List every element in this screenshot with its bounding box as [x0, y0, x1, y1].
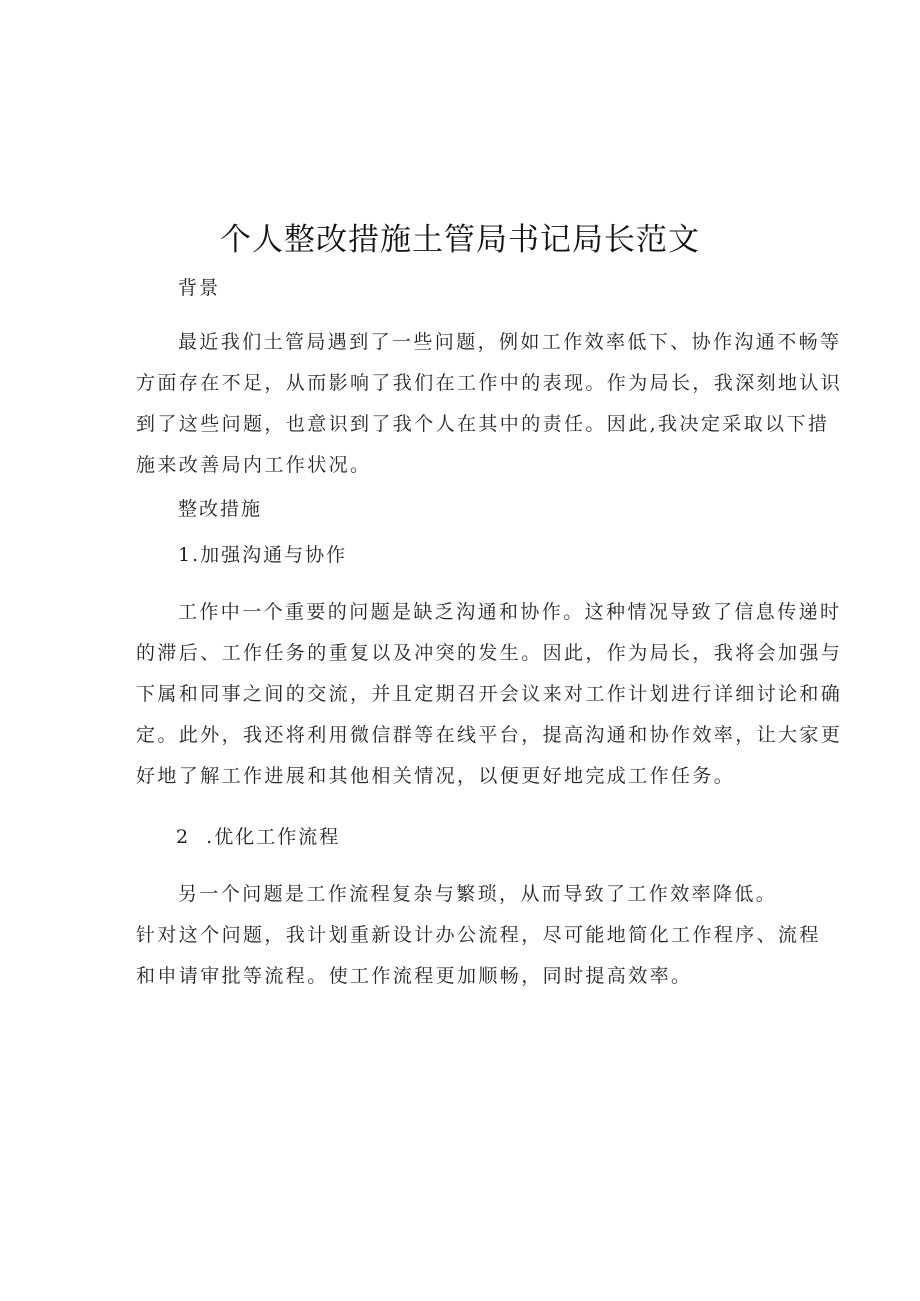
document-title: 个人整改措施土管局书记局长范文	[220, 222, 700, 258]
section1-line: 下属和同事之间的交流，并且定期召开会议来对工作计划进行详细讨论和确	[136, 683, 843, 705]
measures-heading: 整改措施	[178, 498, 263, 520]
intro-line: 到了这些问题，也意识到了我个人在其中的责任。因此,我决定采取以下措	[136, 413, 830, 435]
section2-line: 针对这个问题，我计划重新设计办公流程，尽可能地简化工作程序、流程	[136, 924, 821, 946]
section1-heading: 1.加强沟通与协作	[178, 544, 348, 566]
background-heading: 背景	[178, 277, 221, 299]
intro-line: 施来改善局内工作状况。	[136, 454, 372, 476]
section2-line: 和申请审批等流程。使工作流程更加顺畅，同时提高效率。	[136, 965, 693, 987]
section1-line: 好地了解工作进展和其他相关情况，以便更好地完成工作任务。	[136, 765, 736, 787]
section1-line: 工作中一个重要的问题是缺乏沟通和协作。这种情况导致了信息传递时	[178, 601, 842, 623]
section2-line: 另一个问题是工作流程复杂与繁琐，从而导致了工作效率降低。	[178, 883, 778, 905]
section1-line: 定。此外，我还将利用微信群等在线平台，提高沟通和协作效率，让大家更	[136, 724, 843, 746]
section2-heading: 2 .优化工作流程	[176, 826, 341, 848]
intro-line: 最近我们土管局遇到了一些问题，例如工作效率低下、协作沟通不畅等	[178, 331, 842, 353]
section1-line: 的滞后、工作任务的重复以及冲突的发生。因此，作为局长，我将会加强与	[136, 642, 843, 664]
intro-line: 方面存在不足，从而影响了我们在工作中的表现。作为局长，我深刻地认识	[136, 372, 843, 394]
